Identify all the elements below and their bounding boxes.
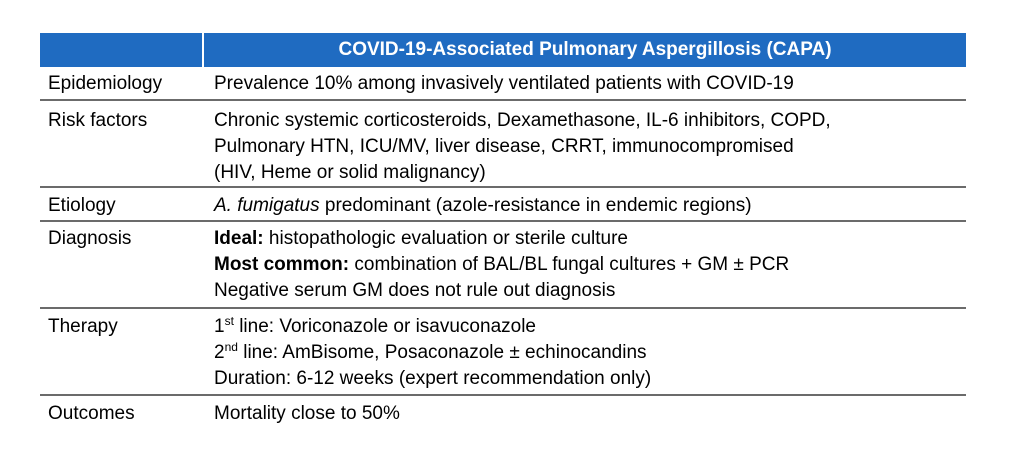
header-empty-cell (40, 33, 204, 67)
risk-factors-line-3: (HIV, Heme or solid malignancy) (214, 162, 486, 183)
row-content-etiology (214, 193, 966, 220)
row-label-epidemiology: Epidemiology (48, 73, 163, 94)
table-header (40, 33, 966, 67)
therapy-second-text: line: AmBisome, Posaconazole ± echinocandins (237, 342, 647, 363)
risk-factors-line-1: Chronic systemic corticosteroids, Dexamethasone, IL-6 inhibitors, COPD, (214, 110, 831, 131)
row-content-therapy (214, 314, 966, 394)
therapy-second-num: 2 (214, 342, 225, 363)
therapy-first-num: 1 (214, 316, 225, 337)
row-content-risk-factors (214, 108, 966, 186)
therapy-line-1 (214, 314, 966, 340)
therapy-first-sup: st (224, 314, 234, 328)
etiology-line-1 (214, 193, 966, 219)
table-title: COVID-19-Associated Pulmonary Aspergillosis (CAPA) (338, 39, 832, 60)
table-row-outcomes (40, 396, 966, 430)
row-content-outcomes (214, 401, 966, 430)
therapy-line-3: Duration: 6-12 weeks (expert recommendation only) (214, 368, 652, 389)
capa-table (40, 33, 966, 430)
row-label-therapy: Therapy (48, 316, 118, 337)
row-label-risk-factors: Risk factors (48, 110, 148, 131)
etiology-text: predominant (azole-resistance in endemic regions) (319, 195, 752, 216)
diagnosis-line-3: Negative serum GM does not rule out diagnosis (214, 280, 616, 301)
row-label-outcomes: Outcomes (48, 403, 135, 424)
table-row-etiology (40, 188, 966, 222)
risk-factors-line-2: Pulmonary HTN, ICU/MV, liver disease, CRRT, immunocompromised (214, 136, 794, 157)
therapy-first-text: line: Voriconazole or isavuconazole (233, 316, 536, 337)
epidemiology-line-1: Prevalence 10% among invasively ventilated patients with COVID-19 (214, 73, 794, 94)
row-content-diagnosis (214, 226, 966, 307)
table-row-therapy (40, 309, 966, 396)
diagnosis-ideal-label: Ideal: (214, 228, 264, 249)
table-row-epidemiology (40, 67, 966, 101)
row-label-etiology: Etiology (48, 195, 116, 216)
row-label-diagnosis: Diagnosis (48, 228, 132, 249)
diagnosis-ideal-text: histopathologic evaluation or sterile culture (263, 228, 629, 249)
row-content-epidemiology (214, 71, 966, 99)
therapy-second-sup: nd (224, 340, 238, 354)
diagnosis-common-text: combination of BAL/BL fungal cultures + GM ± PCR (349, 254, 790, 275)
outcomes-line-1: Mortality close to 50% (214, 403, 400, 424)
etiology-organism: A. fumigatus (214, 195, 320, 216)
diagnosis-common-label: Most common: (214, 254, 350, 275)
table-row-risk-factors (40, 101, 966, 188)
therapy-line-2 (214, 340, 966, 366)
diagnosis-line-2 (214, 252, 966, 278)
diagnosis-line-1 (214, 226, 966, 252)
table-row-diagnosis (40, 222, 966, 309)
